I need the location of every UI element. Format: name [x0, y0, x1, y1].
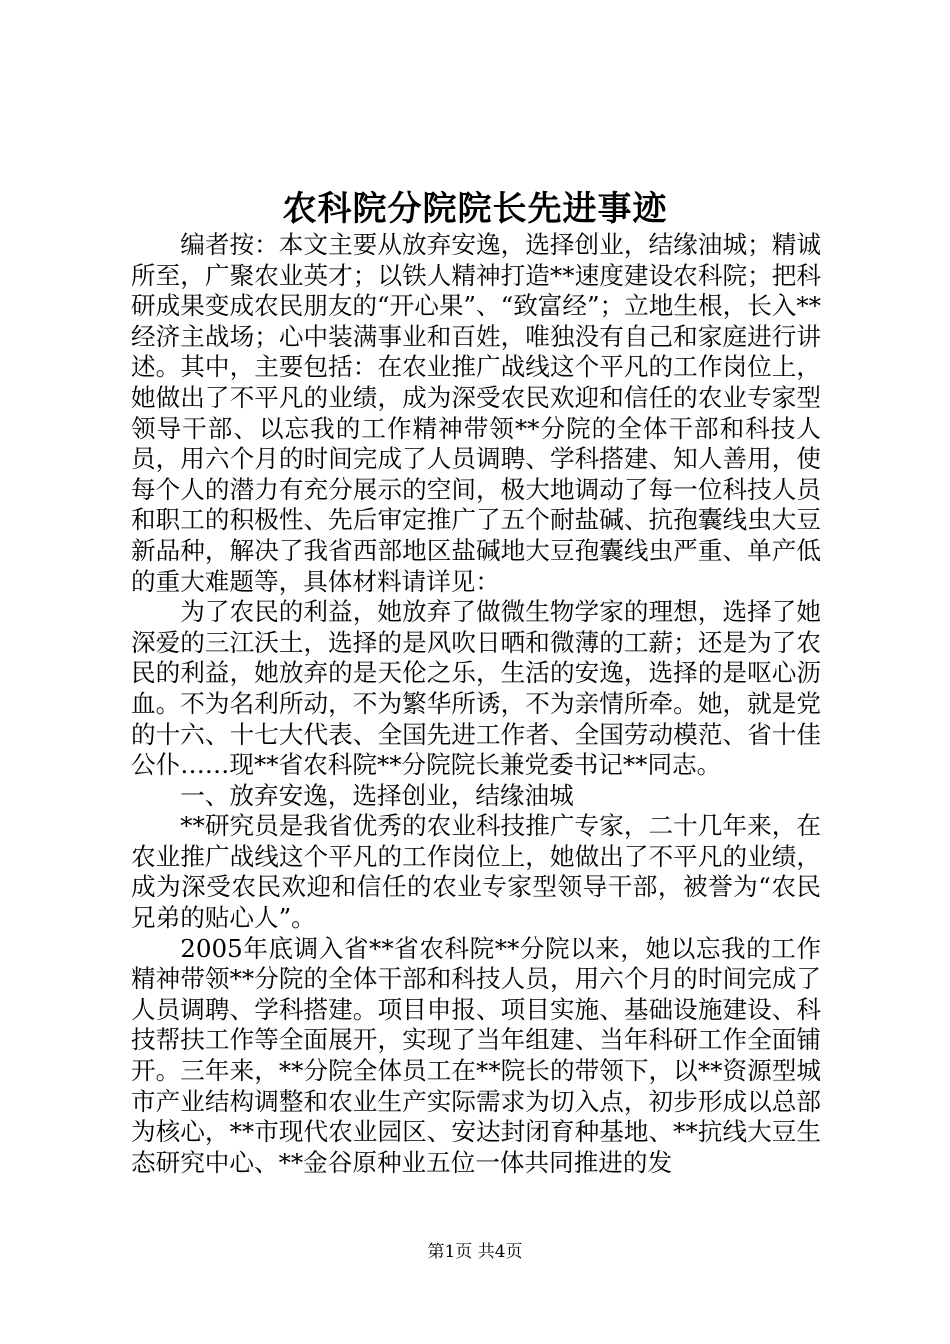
section-heading: 一、放弃安逸，选择创业，结缘油城 [180, 780, 574, 810]
document-body [131, 230, 821, 1178]
page-footer: 第1页 共4页 [427, 1242, 523, 1262]
paragraph-researcher: **研究员是我省优秀的农业科技推广专家，二十几年来，在农业推广战线这个平凡的工作岗位上，她做出了不平凡的业绩，成为深受农民欢迎和信任的农业专家型领导干部，被誉为“农民兄弟的贴心人”。 [131, 811, 821, 933]
paragraph-2005: 2005年底调入省**省农科院**分院以来，她以忘我的工作精神带领**分院的全体干部和科技人员，用六个月的时间完成了人员调聘、学科搭建。项目申报、项目实施、基础设施建设、科技帮扶工作等全面展开，实现了当年组建、当年科研工作全面铺开。三年来，**分院全体员工在**院长的带领下，以**资源型城市产业结构调整和农业生产实际需求为切入点，初步形成以总部为核心，**市现代农业园区、安达封闭育种基地、**抗线大豆生态研究中心、**金谷原种业五位一体共同推进的发 [131, 933, 821, 1177]
document-title: 农科院分院院长先进事迹 [282, 189, 668, 229]
paragraph-editor-note: 编者按：本文主要从放弃安逸，选择创业，结缘油城；精诚所至，广聚农业英才；以铁人精神打造**速度建设农科院；把科研成果变成农民朋友的“开心果”、“致富经”；立地生根，长入**经济主战场；心中装满事业和百姓，唯独没有自己和家庭进行讲述。其中，主要包括：在农业推广战线这个平凡的工作岗位上，她做出了不平凡的业绩，成为深受农民欢迎和信任的农业专家型领导干部、以忘我的工作精神带领**分院的全体干部和科技人员，用六个月的时间完成了人员调聘、学科搭建、知人善用，使每个人的潜力有充分展示的空间，极大地调动了每一位科技人员和职工的积极性、先后审定推广了五个耐盐碱、抗孢囊线虫大豆新品种，解决了我省西部地区盐碱地大豆孢囊线虫严重、单产低的重大难题等，具体材料请详见： [131, 230, 821, 596]
paragraph-intro: 为了农民的利益，她放弃了做微生物学家的理想，选择了她深爱的三江沃土，选择的是风吹日晒和微薄的工薪；还是为了农民的利益，她放弃的是天伦之乐，生活的安逸，选择的是呕心沥血。不为名利所动，不为繁华所诱，不为亲情所牵。她，就是党的十六、十七大代表、全国先进工作者、全国劳动模范、省十佳公仆……现**省农科院**分院院长兼党委书记**同志。 [131, 597, 821, 780]
